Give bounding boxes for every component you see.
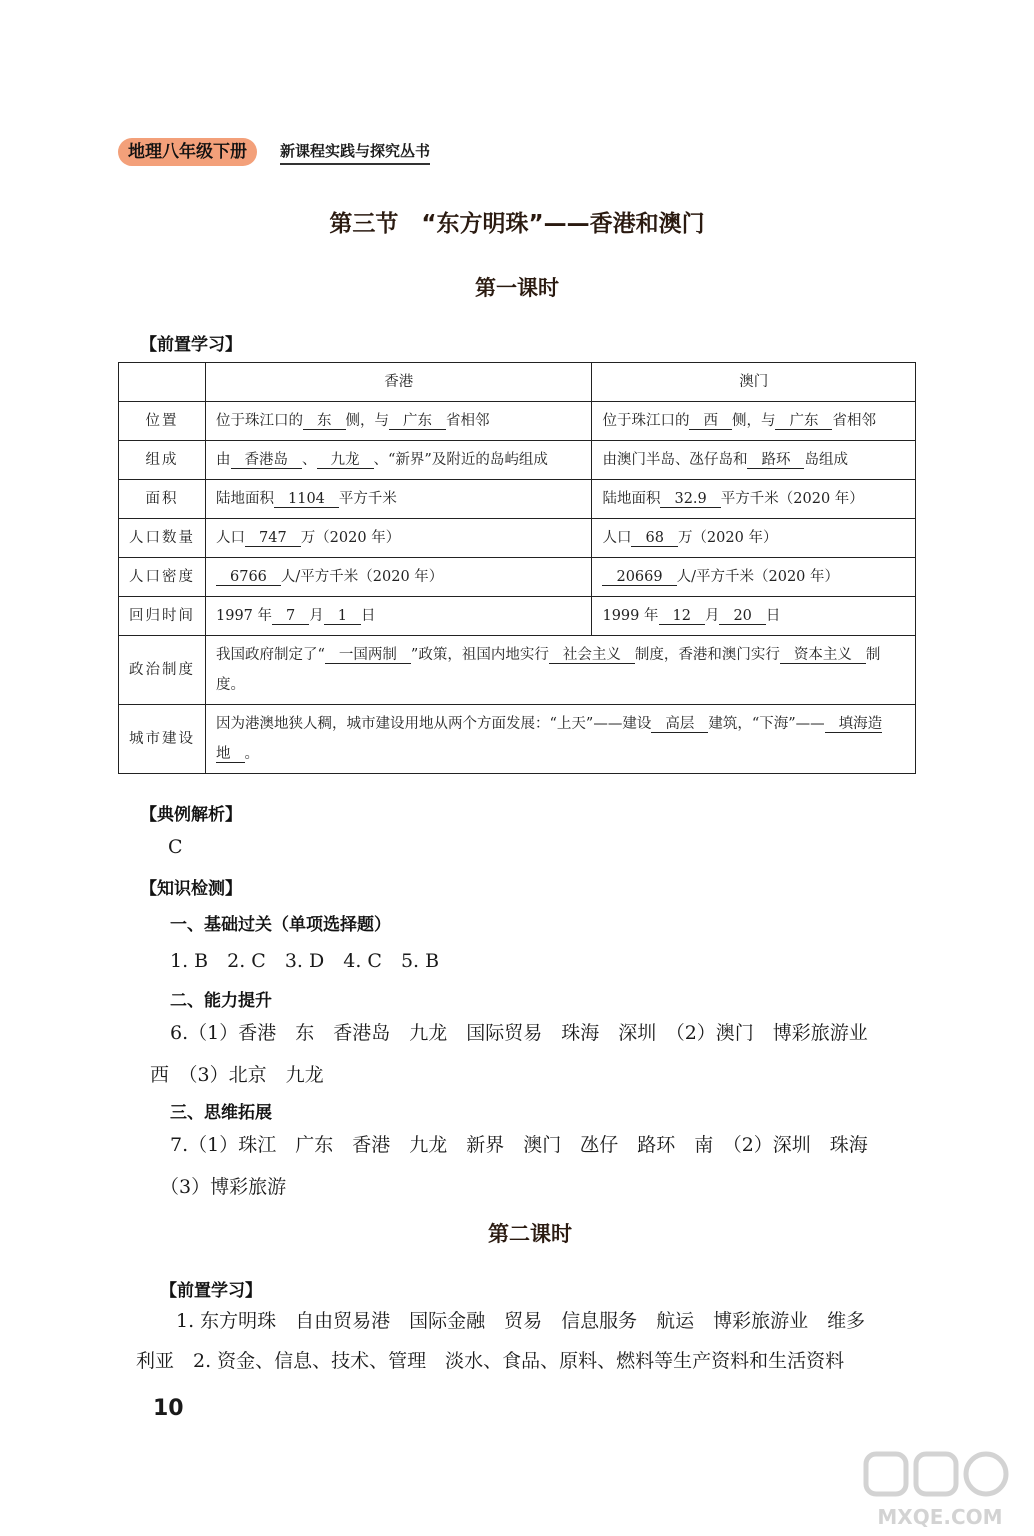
row-label: 面积 bbox=[119, 480, 206, 519]
cell-text: 由 bbox=[216, 452, 231, 468]
cell-mo bbox=[592, 558, 916, 597]
row-label: 组成 bbox=[119, 441, 206, 480]
cell-hk bbox=[206, 480, 592, 519]
cell-text: 月 bbox=[704, 608, 720, 624]
row-label: 回归时间 bbox=[119, 597, 206, 636]
answer-blank: 20 bbox=[719, 608, 765, 625]
answer-blank: 填海造地 bbox=[216, 716, 883, 762]
cell-text: 位于珠江口的 bbox=[216, 413, 303, 429]
answer-blank: 资本主义 bbox=[780, 647, 866, 664]
answer-blank: 1 bbox=[324, 608, 361, 625]
cell-text: 月 bbox=[309, 608, 324, 624]
row-label: 政治制度 bbox=[119, 636, 206, 705]
cell-wide bbox=[206, 636, 916, 705]
cell-hk bbox=[206, 402, 592, 441]
table-row-return bbox=[119, 597, 916, 636]
cell-text: 人口 bbox=[216, 530, 245, 546]
watermark-text: MXQE.COM bbox=[877, 1505, 1003, 1529]
cell-text: 日 bbox=[360, 608, 376, 624]
table-row-city bbox=[119, 705, 916, 774]
lesson2-line2: 利亚 2. 资金、信息、技术、管理 淡水、食品、原料、燃料等生产资料和生活资料 bbox=[136, 1350, 845, 1372]
cell-text: 1999 年 bbox=[602, 608, 659, 624]
cell-text: 平方千米（2020 年） bbox=[720, 491, 864, 507]
row-label: 人口密度 bbox=[119, 558, 206, 597]
table-row-politics bbox=[119, 636, 916, 705]
book-title-badge: 地理八年级下册 bbox=[118, 138, 257, 166]
watermark-logo bbox=[860, 1450, 1020, 1530]
cell-hk bbox=[206, 597, 592, 636]
cell-mo bbox=[592, 519, 916, 558]
part3-line2: （3）博彩旅游 bbox=[160, 1176, 287, 1198]
cell-text: 省相邻 bbox=[446, 413, 490, 429]
cell-hk bbox=[206, 519, 592, 558]
cell-text: 、 bbox=[302, 452, 317, 468]
part1-answers: 1. B 2. C 3. D 4. C 5. B bbox=[170, 950, 440, 972]
cell-hk bbox=[206, 558, 592, 597]
cell-text: 人口 bbox=[602, 530, 632, 546]
cell-text: 。 bbox=[244, 746, 259, 762]
cell-mo bbox=[592, 441, 916, 480]
cell-wide bbox=[206, 705, 916, 774]
part3-title: 三、思维拓展 bbox=[170, 1103, 272, 1123]
table-row-density bbox=[119, 558, 916, 597]
cell-text: ”政策，祖国内地实行 bbox=[410, 647, 549, 663]
row-label: 城市建设 bbox=[119, 705, 206, 774]
part1-title: 一、基础过关（单项选择题） bbox=[170, 915, 391, 935]
cell-text: 由澳门半岛、氹仔岛和 bbox=[602, 452, 748, 468]
answer-blank: 东 bbox=[303, 413, 346, 430]
answer-blank: 西 bbox=[689, 413, 732, 430]
cell-text: 陆地面积 bbox=[216, 491, 274, 507]
row-label: 人口数量 bbox=[119, 519, 206, 558]
answer-blank: 6766 bbox=[216, 569, 281, 586]
lesson1-title: 第一课时 bbox=[475, 276, 559, 300]
check-label: 【知识检测】 bbox=[140, 879, 242, 899]
cell-text: 侧，与 bbox=[731, 413, 776, 429]
cell-text: 人/平方千米（2020 年） bbox=[280, 569, 444, 585]
answer-blank: 路环 bbox=[747, 452, 804, 469]
part3-line1: 7.（1）珠江 广东 香港 九龙 新界 澳门 氹仔 路环 南 （2）深圳 珠海 bbox=[170, 1134, 868, 1156]
col-header-hk: 香港 bbox=[206, 363, 592, 402]
part2-line2: 西 （3）北京 九龙 bbox=[150, 1064, 324, 1086]
table-row-composition bbox=[119, 441, 916, 480]
answer-blank: 747 bbox=[245, 530, 301, 547]
cell-text: 因为港澳地狭人稠，城市建设用地从两个方面发展：“上天”——建设 bbox=[216, 716, 652, 732]
part2-title: 二、能力提升 bbox=[170, 991, 272, 1011]
cell-text: 、“新界”及附近的岛屿组成 bbox=[373, 452, 548, 468]
answer-blank: 高层 bbox=[651, 716, 708, 733]
lesson2-title: 第二课时 bbox=[488, 1222, 572, 1246]
series-title: 新课程实践与探究丛书 bbox=[280, 140, 430, 165]
table-row-location bbox=[119, 402, 916, 441]
table-row-area bbox=[119, 480, 916, 519]
cell-text: 1997 年 bbox=[216, 608, 273, 624]
pre-study-label: 【前置学习】 bbox=[140, 335, 242, 355]
cell-text: 平方千米 bbox=[338, 491, 397, 507]
answer-blank: 12 bbox=[659, 608, 705, 625]
answer-blank: 广东 bbox=[775, 413, 832, 430]
answer-blank: 广东 bbox=[389, 413, 446, 430]
part2-line1: 6.（1）香港 东 香港岛 九龙 国际贸易 珠海 深圳 （2）澳门 博彩旅游业 bbox=[170, 1022, 868, 1044]
answer-blank: 香港岛 bbox=[231, 452, 303, 469]
cell-text: 陆地面积 bbox=[602, 491, 661, 507]
answer-blank: 九龙 bbox=[317, 452, 374, 469]
cell-mo bbox=[592, 480, 916, 519]
cell-mo bbox=[592, 597, 916, 636]
cell-text: 岛组成 bbox=[804, 452, 848, 468]
answer-blank: 32.9 bbox=[660, 491, 720, 508]
cell-text: 建筑，“下海”—— bbox=[708, 716, 825, 732]
cell-hk bbox=[206, 441, 592, 480]
page-number: 10 bbox=[153, 1396, 184, 1421]
answer-blank: 68 bbox=[631, 530, 677, 547]
answer-blank: 一国两制 bbox=[325, 647, 411, 664]
cell-text: 人/平方千米（2020 年） bbox=[676, 569, 840, 585]
col-header-mo: 澳门 bbox=[592, 363, 916, 402]
cell-text: 日 bbox=[765, 608, 781, 624]
row-label: 位置 bbox=[119, 402, 206, 441]
answer-blank: 20669 bbox=[602, 569, 676, 586]
table-row-population bbox=[119, 519, 916, 558]
answer-blank: 7 bbox=[272, 608, 309, 625]
cell-text: 万（2020 年） bbox=[300, 530, 401, 546]
cell-text: 我国政府制定了“ bbox=[216, 647, 325, 663]
cell-text: 制度。 bbox=[216, 647, 881, 693]
section-title: 第三节 “东方明珠”——香港和澳门 bbox=[329, 211, 705, 237]
cell-text: 位于珠江口的 bbox=[602, 413, 690, 429]
cell-text: 侧，与 bbox=[345, 413, 389, 429]
example-label: 【典例解析】 bbox=[140, 805, 242, 825]
lesson2-line1: 1. 东方明珠 自由贸易港 国际金融 贸易 信息服务 航运 博彩旅游业 维多 bbox=[176, 1310, 866, 1332]
cell-text: 省相邻 bbox=[832, 413, 876, 429]
corner-cell bbox=[119, 363, 206, 402]
lesson2-pre-study-label: 【前置学习】 bbox=[160, 1281, 262, 1301]
cell-mo bbox=[592, 402, 916, 441]
cell-text: 万（2020 年） bbox=[677, 530, 778, 546]
answer-blank: 社会主义 bbox=[549, 647, 635, 664]
table-header-row bbox=[119, 363, 916, 402]
example-answer: C bbox=[168, 836, 183, 858]
answer-blank: 1104 bbox=[274, 491, 339, 508]
comparison-table bbox=[118, 362, 916, 774]
cell-text: 制度，香港和澳门实行 bbox=[634, 647, 780, 663]
